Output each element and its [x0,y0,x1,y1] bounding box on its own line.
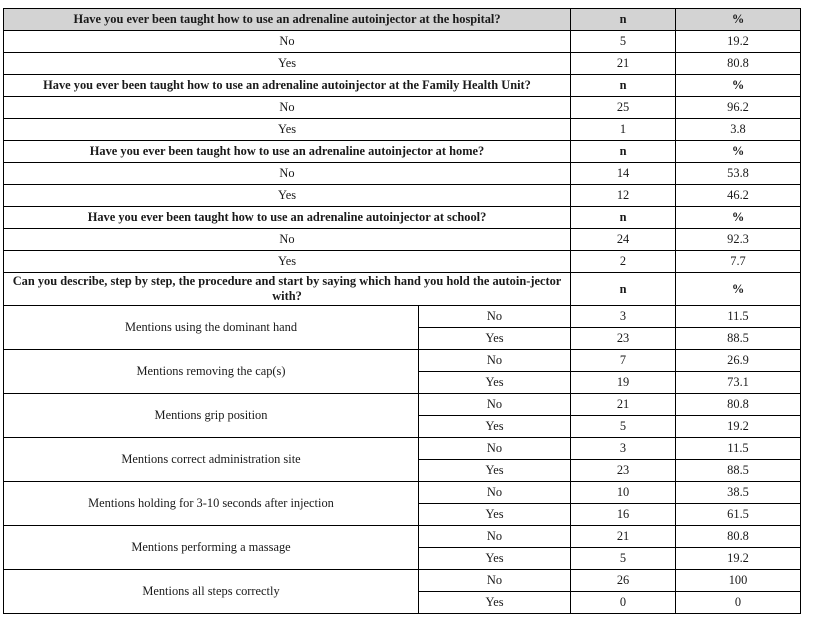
table-row [4,306,801,328]
answer-label: Yes [4,53,571,75]
table-row [4,251,801,273]
value-n: 0 [571,592,676,614]
value-n: 12 [571,185,676,207]
value-n: 2 [571,251,676,273]
value-percent: 11.5 [676,306,801,328]
sub-answer-label: Yes [419,416,571,438]
value-percent: 61.5 [676,504,801,526]
sub-answer-label: Yes [419,372,571,394]
value-percent: 19.2 [676,31,801,53]
answer-label: No [4,31,571,53]
question-text: Have you ever been taught how to use an adrenaline autoinjector at school? [4,207,571,229]
question-row [4,141,801,163]
value-n: 3 [571,438,676,460]
sub-answer-label: No [419,306,571,328]
answer-label: Yes [4,185,571,207]
value-percent: 0 [676,592,801,614]
value-percent: 19.2 [676,548,801,570]
value-n: 16 [571,504,676,526]
question-text: Have you ever been taught how to use an adrenaline autoinjector at the hospital? [4,9,571,31]
column-header-n: n [571,207,676,229]
value-n: 19 [571,372,676,394]
value-percent: 38.5 [676,482,801,504]
column-header-percent: % [676,141,801,163]
procedure-question-text: Can you describe, step by step, the procedure and start by saying which hand you hold the autoin-jector with? [4,273,571,306]
table-row [4,31,801,53]
value-percent: 80.8 [676,394,801,416]
column-header-percent: % [676,9,801,31]
item-label: Mentions correct administration site [4,438,419,482]
item-label: Mentions performing a massage [4,526,419,570]
value-n: 23 [571,328,676,350]
item-label: Mentions using the dominant hand [4,306,419,350]
value-n: 21 [571,394,676,416]
answer-label: No [4,163,571,185]
value-percent: 92.3 [676,229,801,251]
value-n: 23 [571,460,676,482]
value-percent: 19.2 [676,416,801,438]
value-n: 21 [571,526,676,548]
value-percent: 100 [676,570,801,592]
sub-answer-label: No [419,394,571,416]
column-header-n: n [571,141,676,163]
value-percent: 46.2 [676,185,801,207]
table-body [4,9,801,614]
sub-answer-label: No [419,570,571,592]
table-row [4,526,801,548]
column-header-percent: % [676,207,801,229]
sub-answer-label: Yes [419,504,571,526]
value-n: 5 [571,416,676,438]
question-row [4,75,801,97]
column-header-percent: % [676,75,801,97]
table-row [4,163,801,185]
answer-label: No [4,97,571,119]
table-row [4,229,801,251]
value-percent: 3.8 [676,119,801,141]
table-row [4,119,801,141]
value-percent: 26.9 [676,350,801,372]
column-header-n: n [571,273,676,306]
value-percent: 7.7 [676,251,801,273]
value-n: 21 [571,53,676,75]
value-percent: 88.5 [676,460,801,482]
table-row [4,97,801,119]
table-row [4,482,801,504]
item-label: Mentions holding for 3-10 seconds after injection [4,482,419,526]
sub-answer-label: No [419,350,571,372]
value-n: 7 [571,350,676,372]
question-row [4,9,801,31]
value-percent: 88.5 [676,328,801,350]
item-label: Mentions removing the cap(s) [4,350,419,394]
value-n: 1 [571,119,676,141]
table-row [4,350,801,372]
question-text: Have you ever been taught how to use an adrenaline autoinjector at the Family Health Unit? [4,75,571,97]
sub-answer-label: Yes [419,460,571,482]
survey-table-container [3,8,800,614]
column-header-percent: % [676,273,801,306]
value-n: 3 [571,306,676,328]
value-percent: 80.8 [676,53,801,75]
table-row [4,185,801,207]
answer-label: Yes [4,119,571,141]
sub-answer-label: Yes [419,548,571,570]
table-row [4,570,801,592]
table-row [4,438,801,460]
value-n: 5 [571,31,676,53]
value-percent: 73.1 [676,372,801,394]
value-percent: 11.5 [676,438,801,460]
sub-answer-label: Yes [419,592,571,614]
procedure-question-row [4,273,801,306]
sub-answer-label: Yes [419,328,571,350]
value-n: 5 [571,548,676,570]
table-row [4,53,801,75]
question-text: Have you ever been taught how to use an adrenaline autoinjector at home? [4,141,571,163]
table-row [4,394,801,416]
answer-label: No [4,229,571,251]
sub-answer-label: No [419,526,571,548]
value-n: 25 [571,97,676,119]
value-n: 24 [571,229,676,251]
value-percent: 80.8 [676,526,801,548]
sub-answer-label: No [419,482,571,504]
value-percent: 96.2 [676,97,801,119]
answer-label: Yes [4,251,571,273]
sub-answer-label: No [419,438,571,460]
value-percent: 53.8 [676,163,801,185]
value-n: 26 [571,570,676,592]
question-row [4,207,801,229]
column-header-n: n [571,9,676,31]
value-n: 14 [571,163,676,185]
column-header-n: n [571,75,676,97]
survey-results-table [3,8,801,614]
item-label: Mentions grip position [4,394,419,438]
item-label: Mentions all steps correctly [4,570,419,614]
value-n: 10 [571,482,676,504]
